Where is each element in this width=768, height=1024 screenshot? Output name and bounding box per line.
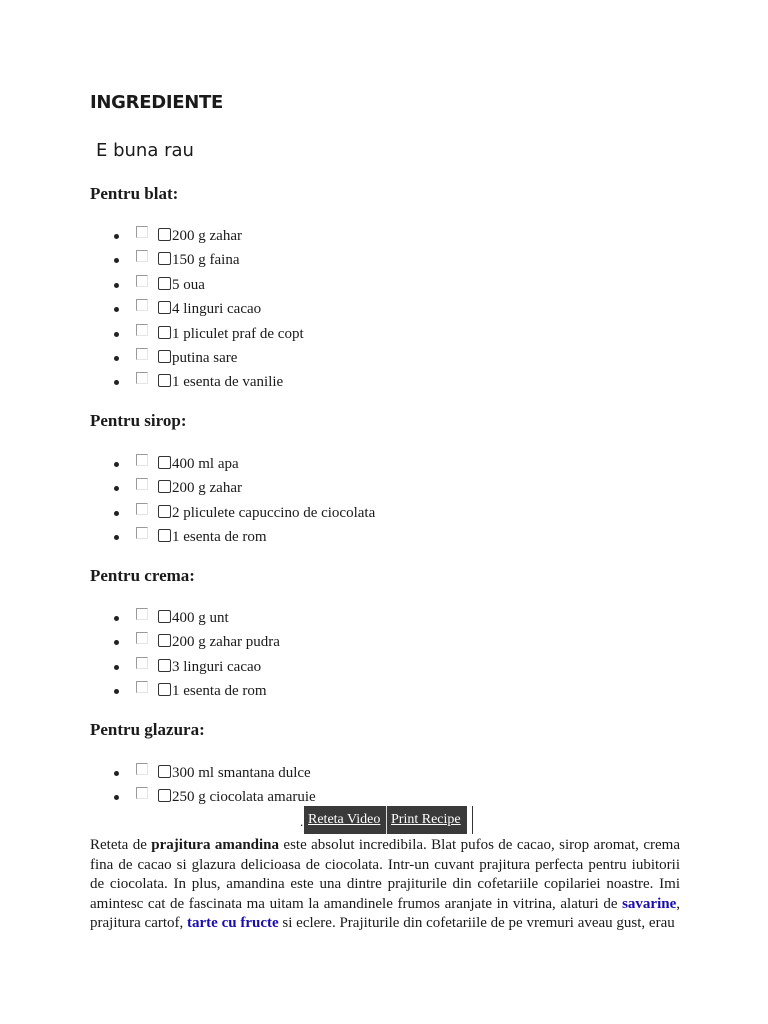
ingredient-item xyxy=(90,346,304,370)
ingredient-label: 200 g zahar xyxy=(172,480,242,497)
ingredient-checkbox[interactable] xyxy=(136,763,148,775)
square-icon xyxy=(158,228,171,241)
fruit-tarts-link[interactable]: tarte cu fructe xyxy=(187,915,279,931)
square-icon xyxy=(158,505,171,518)
savarine-link[interactable]: savarine xyxy=(622,895,677,912)
section-title: Pentru sirop: xyxy=(90,411,187,430)
ingredient-list xyxy=(90,761,316,810)
ingredient-checkbox[interactable] xyxy=(136,275,148,287)
ingredient-label: 1 pliculet praf de copt xyxy=(172,325,304,342)
bullet-icon xyxy=(114,771,119,776)
square-icon xyxy=(158,683,171,696)
bullet-icon xyxy=(114,511,119,516)
bullet-icon xyxy=(114,307,119,312)
ingredient-list xyxy=(90,606,280,704)
square-icon xyxy=(158,350,171,363)
ingredient-item xyxy=(90,655,280,679)
bullet-icon xyxy=(114,535,119,540)
ingredient-item xyxy=(90,322,304,346)
square-icon xyxy=(158,301,171,314)
ingredient-label: putina sare xyxy=(172,349,238,366)
bullet-icon xyxy=(114,640,119,645)
ingredient-label: 4 linguri cacao xyxy=(172,301,262,318)
bullet-icon xyxy=(114,462,119,467)
ingredient-checkbox[interactable] xyxy=(136,787,148,799)
ingredient-item xyxy=(90,679,280,703)
ingredient-label: 150 g faina xyxy=(172,252,240,269)
ingredient-list xyxy=(90,224,304,395)
ingredient-label: 2 pliculete capuccino de ciocolata xyxy=(172,504,376,521)
bullet-icon xyxy=(114,283,119,288)
ingredient-checkbox[interactable] xyxy=(136,324,148,336)
video-recipe-button[interactable]: Reteta Video xyxy=(304,806,389,834)
ingredient-label: 200 g zahar xyxy=(172,228,242,244)
ingredient-checkbox[interactable] xyxy=(136,657,148,669)
square-icon xyxy=(158,765,171,778)
ingredient-item xyxy=(90,761,316,785)
ingredient-checkbox[interactable] xyxy=(136,608,148,620)
ingredient-item xyxy=(90,606,280,630)
intro-paragraph xyxy=(90,836,680,934)
ingredient-item xyxy=(90,785,316,809)
ingredient-checkbox[interactable] xyxy=(136,299,148,311)
bullet-icon xyxy=(114,234,119,239)
square-icon xyxy=(158,252,171,265)
text-segment: Reteta de xyxy=(90,837,152,853)
square-icon xyxy=(158,634,171,647)
ingredient-item xyxy=(90,273,304,297)
ingredient-checkbox[interactable] xyxy=(136,478,148,490)
square-icon xyxy=(158,659,171,672)
ingredient-item xyxy=(90,476,375,500)
bullet-icon xyxy=(114,380,119,385)
print-recipe-button[interactable]: Print Recipe xyxy=(386,806,467,834)
recipe-name-bold: prajitura amandina xyxy=(151,837,280,853)
bullet-icon xyxy=(114,665,119,670)
ingredient-label: 200 g zahar pudra xyxy=(172,634,280,651)
bullet-icon xyxy=(114,616,119,621)
ingredient-checkbox[interactable] xyxy=(136,503,148,515)
ingredient-checkbox[interactable] xyxy=(136,527,148,539)
button-bar-end xyxy=(472,806,473,834)
text-segment: si eclere. Prajiturile din cofetariile de pe vremuri aveau gust, erau xyxy=(278,915,675,931)
recipe-subheading: E buna rau xyxy=(96,140,194,161)
ingredient-label: 1 esenta de rom xyxy=(172,529,267,546)
ingredient-item xyxy=(90,248,304,272)
square-icon xyxy=(158,374,171,387)
bullet-icon xyxy=(114,332,119,337)
ingredient-checkbox[interactable] xyxy=(136,372,148,384)
separator-dot: . xyxy=(300,814,304,829)
bullet-icon xyxy=(114,795,119,800)
ingredient-label: 3 linguri cacao xyxy=(172,658,262,675)
square-icon xyxy=(158,529,171,542)
ingredient-label: 400 ml apa xyxy=(172,456,239,472)
ingredient-label: 1 esenta de rom xyxy=(172,683,267,700)
bullet-icon xyxy=(114,486,119,491)
ingredient-checkbox[interactable] xyxy=(136,632,148,644)
square-icon xyxy=(158,789,171,802)
bullet-icon xyxy=(114,689,119,694)
ingredient-item xyxy=(90,630,280,654)
ingredient-item xyxy=(90,525,375,549)
ingredient-item xyxy=(90,297,304,321)
ingredient-item xyxy=(90,370,304,394)
ingredient-item xyxy=(90,452,375,476)
section-title: Pentru blat: xyxy=(90,184,179,203)
ingredient-checkbox[interactable] xyxy=(136,454,148,466)
ingredient-label: 400 g unt xyxy=(172,610,229,626)
ingredient-label: 5 oua xyxy=(172,276,205,293)
ingredient-item xyxy=(90,501,375,525)
bullet-icon xyxy=(114,258,119,263)
text-segment: , prajitura cartof, xyxy=(90,895,680,931)
ingredient-checkbox[interactable] xyxy=(136,348,148,360)
ingredient-item xyxy=(90,224,304,248)
ingredient-checkbox[interactable] xyxy=(136,226,148,238)
section-title: Pentru glazura: xyxy=(90,720,205,739)
square-icon xyxy=(158,326,171,339)
ingredients-heading: INGREDIENTE xyxy=(90,92,223,113)
text-segment: este absolut incredibila. Blat pufos de cacao, sirop aromat, crema fina de cacao si glazura delicioasa de ciocolata. Intr-un cuvant prajitura perfecta pentru iubitorii de ciocolata. In plus, amandina este una dintre prajiturile din cofetariile copilariei noastre. Imi amintesc cat de fascinata ma uitam la amandinele frumos aranjate in vitrina, alaturi de xyxy=(90,837,680,912)
ingredient-checkbox[interactable] xyxy=(136,250,148,262)
ingredient-label: 1 esenta de vanilie xyxy=(172,374,284,391)
square-icon xyxy=(158,277,171,290)
square-icon xyxy=(158,610,171,623)
ingredient-label: 250 g ciocolata amaruie xyxy=(172,789,316,806)
ingredient-label: 300 ml smantana dulce xyxy=(172,765,311,781)
ingredient-checkbox[interactable] xyxy=(136,681,148,693)
square-icon xyxy=(158,480,171,493)
section-title: Pentru crema: xyxy=(90,566,195,585)
ingredient-list xyxy=(90,452,375,550)
bullet-icon xyxy=(114,356,119,361)
square-icon xyxy=(158,456,171,469)
